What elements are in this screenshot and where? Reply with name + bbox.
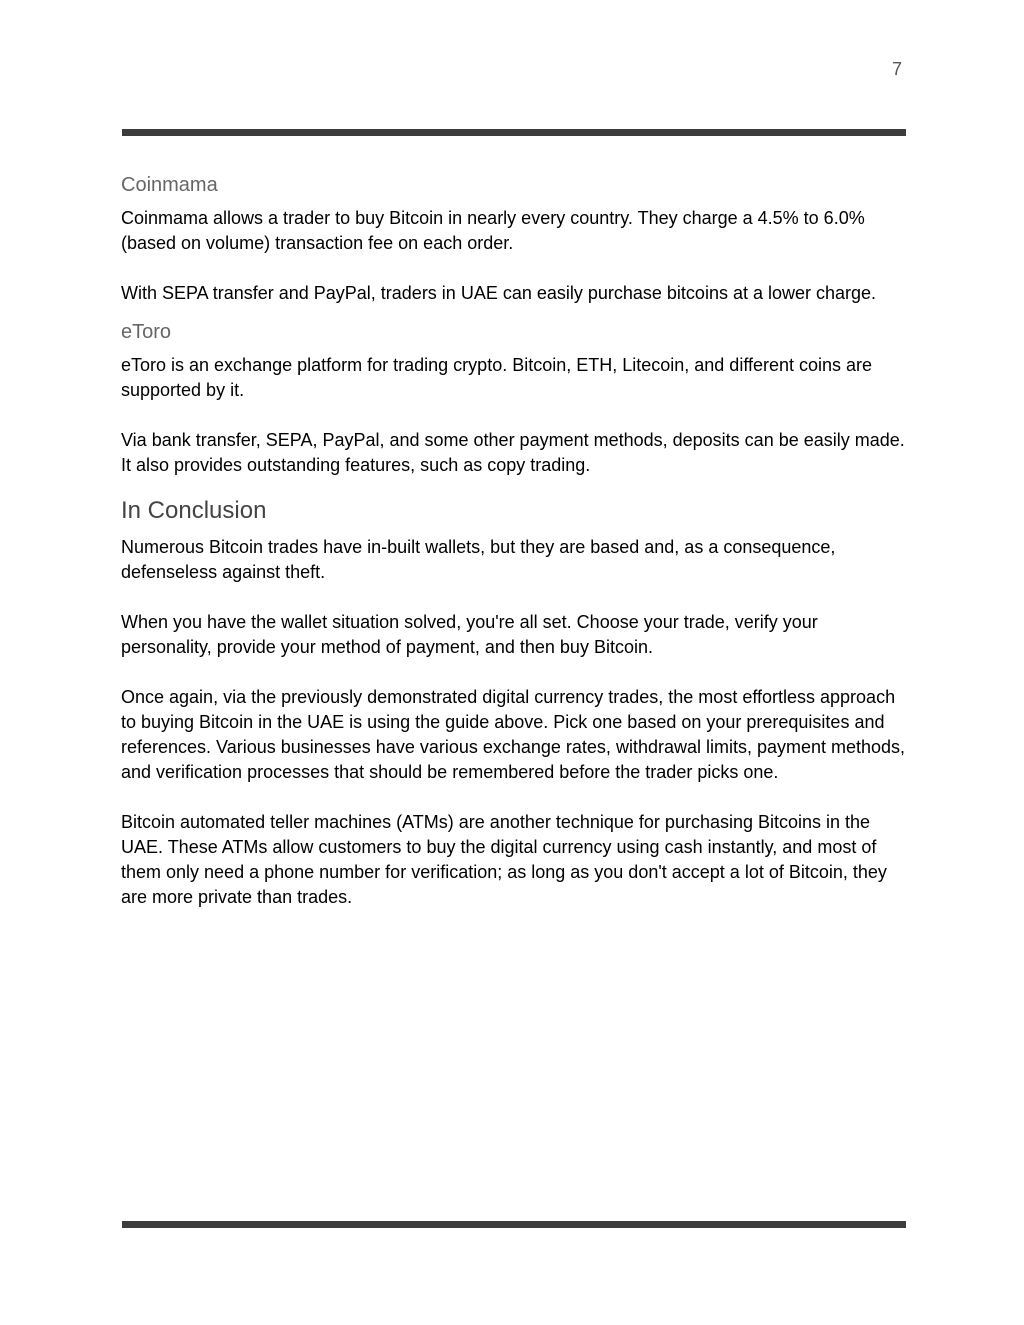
conclusion-paragraph-4: Bitcoin automated teller machines (ATMs) are another technique for purchasing Bitcoins in the UAE. These ATMs allow customers to buy the digital currency using cash instantly, and most of them only need a phone number for verification; as long as you don't accept a lot of Bitcoin, they are more private than trades. — [121, 812, 887, 907]
top-divider — [122, 129, 906, 136]
etoro-paragraph-2: Via bank transfer, SEPA, PayPal, and some other payment methods, deposits can be easily made. It also provides outstanding features, such as copy trading. — [121, 430, 905, 475]
bottom-divider — [122, 1221, 906, 1228]
document-body — [121, 172, 911, 910]
etoro-paragraph-1: eToro is an exchange platform for trading crypto. Bitcoin, ETH, Litecoin, and different coins are supported by it. — [121, 355, 873, 400]
conclusion-paragraph-1: Numerous Bitcoin trades have in-built wallets, but they are based and, as a consequence, defenseless against theft. — [121, 537, 836, 582]
page-number: 7 — [891, 59, 902, 79]
conclusion-heading: In Conclusion — [121, 497, 267, 524]
conclusion-paragraph-2: When you have the wallet situation solved, you're all set. Choose your trade, verify your personality, provide your method of payment, and then buy Bitcoin. — [121, 612, 818, 657]
etoro-heading: eToro — [121, 321, 172, 343]
coinmama-paragraph-1: Coinmama allows a trader to buy Bitcoin in nearly every country. They charge a 4.5% to 6.0% (based on volume) transaction fee on each order. — [121, 208, 865, 253]
conclusion-paragraph-3: Once again, via the previously demonstrated digital currency trades, the most effortless approach to buying Bitcoin in the UAE is using the guide above. Pick one based on your prerequisites and references. Various businesses have various exchange rates, withdrawal limits, payment methods, and verification processes that should be remembered before the trader picks one. — [121, 687, 906, 782]
coinmama-heading: Coinmama — [121, 174, 218, 196]
coinmama-paragraph-2: With SEPA transfer and PayPal, traders in UAE can easily purchase bitcoins at a lower charge. — [121, 283, 877, 303]
